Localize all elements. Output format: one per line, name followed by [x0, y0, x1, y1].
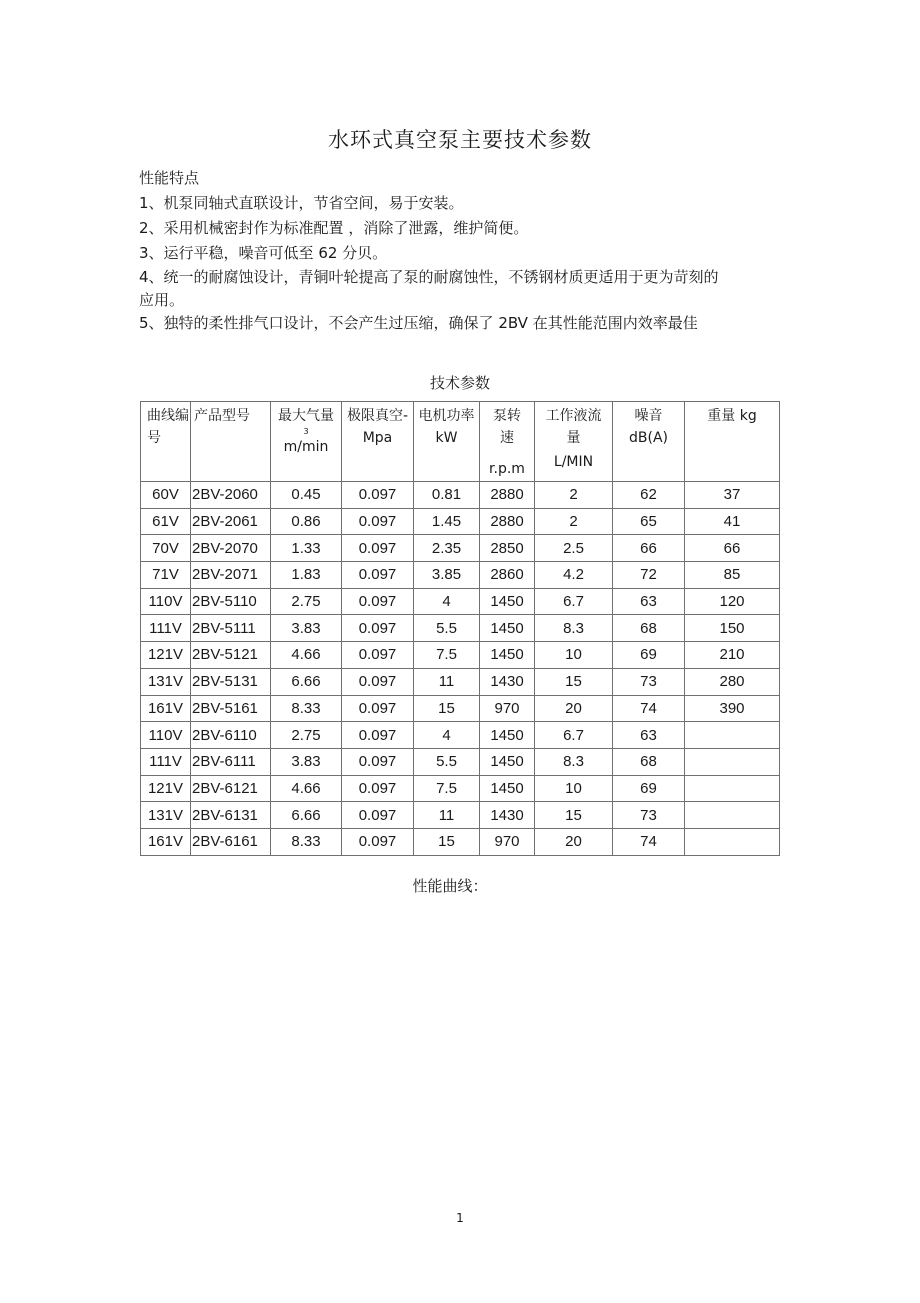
cell-curve-no: 111V [141, 748, 191, 775]
cell-speed: 1430 [480, 802, 535, 829]
cell-max-flow: 3.83 [271, 748, 342, 775]
cell-max-flow: 1.83 [271, 562, 342, 589]
table-row [141, 722, 780, 749]
cell-vacuum: 0.097 [342, 508, 414, 535]
cell-speed: 1450 [480, 748, 535, 775]
cell-noise: 63 [613, 722, 685, 749]
cell-curve-no: 71V [141, 562, 191, 589]
cell-power: 5.5 [414, 615, 480, 642]
cell-liquid-flow: 10 [535, 642, 613, 669]
features-heading: 性能特点 [139, 169, 200, 187]
feature-item: 5、独特的柔性排气口设计，不会产生过压缩，确保了 2BV 在其性能范围内效率最佳 [139, 314, 698, 332]
table-row [141, 748, 780, 775]
cell-model: 2BV-2061 [191, 508, 271, 535]
header-power: 电机功率 kW [414, 402, 480, 482]
cell-curve-no: 110V [141, 588, 191, 615]
cell-curve-no: 61V [141, 508, 191, 535]
cell-liquid-flow: 6.7 [535, 588, 613, 615]
cell-model: 2BV-5131 [191, 668, 271, 695]
cell-power: 0.81 [414, 482, 480, 509]
cell-power: 15 [414, 695, 480, 722]
cell-noise: 63 [613, 588, 685, 615]
header-noise: 噪音 dB(A) [613, 402, 685, 482]
cell-max-flow: 2.75 [271, 588, 342, 615]
cell-vacuum: 0.097 [342, 588, 414, 615]
cell-liquid-flow: 2 [535, 508, 613, 535]
table-row [141, 642, 780, 669]
cell-vacuum: 0.097 [342, 748, 414, 775]
cell-liquid-flow: 2 [535, 482, 613, 509]
cell-weight: 66 [685, 535, 780, 562]
header-speed-label: 泵转速 [493, 408, 521, 446]
cell-weight: 37 [685, 482, 780, 509]
cell-max-flow: 4.66 [271, 642, 342, 669]
cell-weight: 280 [685, 668, 780, 695]
cell-vacuum: 0.097 [342, 695, 414, 722]
cell-model: 2BV-6161 [191, 828, 271, 855]
cell-weight [685, 775, 780, 802]
cell-curve-no: 131V [141, 802, 191, 829]
cell-liquid-flow: 8.3 [535, 615, 613, 642]
cell-power: 7.5 [414, 775, 480, 802]
cell-vacuum: 0.097 [342, 775, 414, 802]
cell-curve-no: 121V [141, 775, 191, 802]
cell-vacuum: 0.097 [342, 615, 414, 642]
cell-max-flow: 2.75 [271, 722, 342, 749]
cell-model: 2BV-5161 [191, 695, 271, 722]
cell-max-flow: 0.45 [271, 482, 342, 509]
table-row [141, 615, 780, 642]
chart-caption: 性能曲线： [412, 877, 488, 895]
table-row [141, 695, 780, 722]
cell-speed: 1450 [480, 588, 535, 615]
features-section [139, 166, 779, 335]
header-speed [480, 402, 535, 482]
cell-noise: 74 [613, 695, 685, 722]
cell-liquid-flow: 20 [535, 695, 613, 722]
cell-model: 2BV-6111 [191, 748, 271, 775]
cell-vacuum: 0.097 [342, 642, 414, 669]
cell-power: 4 [414, 588, 480, 615]
cell-speed: 2860 [480, 562, 535, 589]
page-title: 水环式真空泵主要技术参数 [328, 128, 592, 152]
cell-vacuum: 0.097 [342, 535, 414, 562]
cell-power: 5.5 [414, 748, 480, 775]
cell-model: 2BV-5110 [191, 588, 271, 615]
header-max-flow-label: 最大气量 [278, 408, 334, 424]
cell-vacuum: 0.097 [342, 482, 414, 509]
cell-model: 2BV-5121 [191, 642, 271, 669]
cell-power: 1.45 [414, 508, 480, 535]
cell-power: 11 [414, 668, 480, 695]
header-max-flow-unit: m/min [283, 439, 329, 455]
cell-model: 2BV-6131 [191, 802, 271, 829]
cell-vacuum: 0.097 [342, 802, 414, 829]
table-caption: 技术参数 [429, 374, 490, 392]
cell-weight: 120 [685, 588, 780, 615]
table-row [141, 588, 780, 615]
header-liquid-flow [535, 402, 613, 482]
feature-item: 2、采用机械密封作为标准配置 ，消除了泄露，维护简便。 [139, 219, 529, 237]
cell-max-flow: 8.33 [271, 828, 342, 855]
cell-curve-no: 161V [141, 828, 191, 855]
cell-noise: 72 [613, 562, 685, 589]
cell-noise: 73 [613, 668, 685, 695]
cell-model: 2BV-5111 [191, 615, 271, 642]
cell-power: 11 [414, 802, 480, 829]
header-model: 产品型号 [191, 402, 271, 482]
cell-model: 2BV-6121 [191, 775, 271, 802]
cell-vacuum: 0.097 [342, 668, 414, 695]
cell-liquid-flow: 4.2 [535, 562, 613, 589]
cell-power: 15 [414, 828, 480, 855]
cell-max-flow: 1.33 [271, 535, 342, 562]
cell-vacuum: 0.097 [342, 828, 414, 855]
header-vacuum: 极限真空-Mpa [342, 402, 414, 482]
cell-noise: 66 [613, 535, 685, 562]
cell-max-flow: 4.66 [271, 775, 342, 802]
cell-model: 2BV-2071 [191, 562, 271, 589]
feature-item: 3、运行平稳，噪音可低至 62 分贝。 [139, 244, 388, 262]
cell-liquid-flow: 2.5 [535, 535, 613, 562]
feature-item: 1、机泵同轴式直联设计，节省空间，易于安装。 [139, 194, 464, 212]
cell-curve-no: 111V [141, 615, 191, 642]
table-row [141, 562, 780, 589]
cell-model: 2BV-2070 [191, 535, 271, 562]
header-speed-unit: r.p.m [489, 461, 525, 477]
cell-model: 2BV-2060 [191, 482, 271, 509]
cell-power: 3.85 [414, 562, 480, 589]
header-max-flow-sup: 3 [303, 427, 309, 436]
feature-item: 4、统一的耐腐蚀设计，青铜叶轮提高了泵的耐腐蚀性，不锈钢材质更适用于更为苛刻的应用。 [139, 268, 719, 309]
cell-noise: 74 [613, 828, 685, 855]
cell-speed: 970 [480, 695, 535, 722]
cell-vacuum: 0.097 [342, 722, 414, 749]
table-row [141, 535, 780, 562]
cell-curve-no: 121V [141, 642, 191, 669]
cell-power: 2.35 [414, 535, 480, 562]
cell-speed: 2880 [480, 482, 535, 509]
cell-max-flow: 3.83 [271, 615, 342, 642]
header-max-flow [271, 402, 342, 482]
table-row [141, 775, 780, 802]
header-liquid-flow-unit: L/MIN [553, 454, 594, 470]
cell-speed: 1450 [480, 615, 535, 642]
cell-noise: 69 [613, 775, 685, 802]
cell-speed: 970 [480, 828, 535, 855]
cell-liquid-flow: 6.7 [535, 722, 613, 749]
cell-power: 7.5 [414, 642, 480, 669]
cell-max-flow: 6.66 [271, 668, 342, 695]
cell-noise: 65 [613, 508, 685, 535]
cell-weight: 41 [685, 508, 780, 535]
spec-table [140, 401, 780, 856]
cell-max-flow: 0.86 [271, 508, 342, 535]
cell-curve-no: 70V [141, 535, 191, 562]
table-row [141, 802, 780, 829]
cell-curve-no: 60V [141, 482, 191, 509]
table-row [141, 668, 780, 695]
cell-weight: 390 [685, 695, 780, 722]
cell-noise: 68 [613, 748, 685, 775]
cell-noise: 68 [613, 615, 685, 642]
cell-weight [685, 722, 780, 749]
cell-noise: 69 [613, 642, 685, 669]
cell-weight [685, 802, 780, 829]
table-header-row [141, 402, 780, 482]
cell-model: 2BV-6110 [191, 722, 271, 749]
header-weight: 重量 kg [685, 402, 780, 482]
page-number: 1 [456, 1211, 464, 1225]
cell-speed: 1450 [480, 642, 535, 669]
table-row [141, 482, 780, 509]
header-curve-no: 曲线编号 [141, 402, 191, 482]
cell-liquid-flow: 15 [535, 668, 613, 695]
cell-speed: 2850 [480, 535, 535, 562]
cell-curve-no: 110V [141, 722, 191, 749]
cell-noise: 62 [613, 482, 685, 509]
cell-liquid-flow: 8.3 [535, 748, 613, 775]
cell-weight: 210 [685, 642, 780, 669]
header-liquid-flow-label: 工作液流量 [545, 408, 602, 446]
cell-weight [685, 828, 780, 855]
cell-noise: 73 [613, 802, 685, 829]
cell-liquid-flow: 20 [535, 828, 613, 855]
cell-weight: 150 [685, 615, 780, 642]
cell-max-flow: 6.66 [271, 802, 342, 829]
cell-curve-no: 131V [141, 668, 191, 695]
table-row [141, 508, 780, 535]
cell-max-flow: 8.33 [271, 695, 342, 722]
cell-speed: 1450 [480, 722, 535, 749]
cell-speed: 1430 [480, 668, 535, 695]
cell-weight [685, 748, 780, 775]
table-row [141, 828, 780, 855]
cell-curve-no: 161V [141, 695, 191, 722]
cell-power: 4 [414, 722, 480, 749]
cell-vacuum: 0.097 [342, 562, 414, 589]
cell-speed: 1450 [480, 775, 535, 802]
cell-speed: 2880 [480, 508, 535, 535]
cell-weight: 85 [685, 562, 780, 589]
cell-liquid-flow: 10 [535, 775, 613, 802]
cell-liquid-flow: 15 [535, 802, 613, 829]
